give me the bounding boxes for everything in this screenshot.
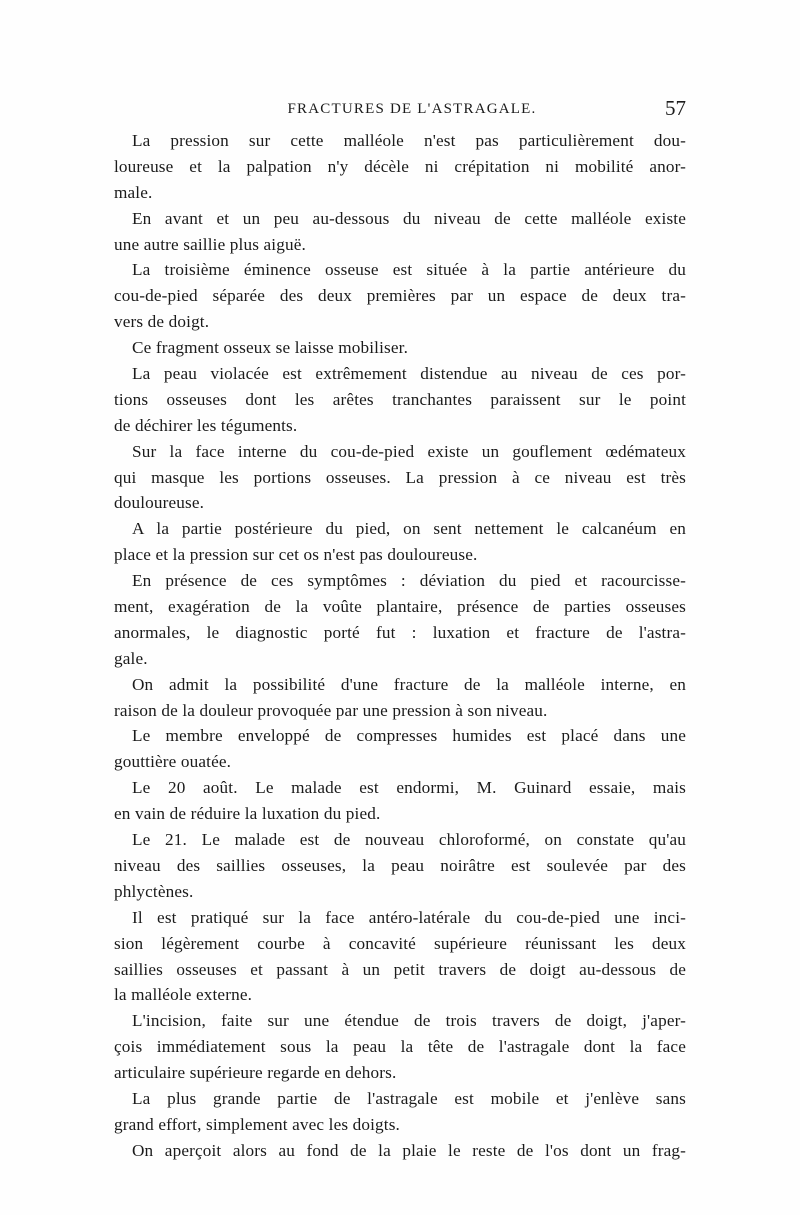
- text-line: La troisième éminence osseuse est située à la partie antérieure du: [132, 260, 686, 280]
- text-line: Sur la face interne du cou-de-pied existe un gouflement œdémateux: [132, 441, 686, 461]
- text-line: articulaire supérieure regarde en dehors.: [114, 1063, 397, 1083]
- text-line: çois immédiatement sous la peau la tête de l'astragale dont la face: [114, 1037, 686, 1057]
- text-line: En présence de ces symptômes : déviation du pied et racourcisse-: [132, 571, 686, 591]
- text-line: loureuse et la palpation n'y décèle ni crépitation ni mobilité anor-: [114, 156, 686, 176]
- text-line: raison de la douleur provoquée par une pression à son niveau.: [114, 700, 548, 720]
- text-line: Le 20 août. Le malade est endormi, M. Guinard essaie, mais: [132, 778, 686, 798]
- text-line: de déchirer les téguments.: [114, 415, 298, 435]
- text-line: vers de doigt.: [114, 312, 210, 332]
- text-line: gouttière ouatée.: [114, 752, 232, 772]
- text-line: La pression sur cette malléole n'est pas particulièrement dou-: [132, 131, 686, 150]
- text-line: Ce fragment osseux se laisse mobiliser.: [132, 338, 409, 358]
- text-line: sion légèrement courbe à concavité supérieure réunissant les deux: [114, 933, 686, 953]
- page-header: [114, 98, 686, 124]
- text-line: place et la pression sur cet os n'est pas douloureuse.: [114, 545, 478, 565]
- text-line: A la partie postérieure du pied, on sent nettement le calcanéum en: [132, 519, 686, 539]
- text-line: ment, exagération de la voûte plantaire, présence de parties osseuses: [114, 597, 686, 617]
- text-line: gale.: [114, 648, 148, 668]
- page-number: 57: [665, 96, 686, 120]
- text-line: La peau violacée est extrêmement distendue au niveau de ces por-: [132, 364, 686, 384]
- text-line: anormales, le diagnostic porté fut : luxation et fracture de l'astra-: [114, 622, 686, 642]
- text-line: L'incision, faite sur une étendue de trois travers de doigt, j'aper-: [132, 1011, 686, 1031]
- text-line: Le membre enveloppé de compresses humides est placé dans une: [132, 726, 686, 746]
- text-line: On aperçoit alors au fond de la plaie le reste de l'os dont un frag-: [132, 1140, 686, 1160]
- text-line: On admit la possibilité d'une fracture de la malléole interne, en: [132, 674, 686, 694]
- text-line: la malléole externe.: [114, 985, 253, 1005]
- text-line: niveau des saillies osseuses, la peau noirâtre est soulevée par des: [114, 855, 686, 875]
- running-head: FRACTURES DE L'ASTRAGALE.: [287, 101, 537, 117]
- body-text: [114, 128, 686, 1164]
- text-line: grand effort, simplement avec les doigts.: [114, 1114, 401, 1134]
- text-line: douloureuse.: [114, 493, 205, 513]
- text-line: tions osseuses dont les arêtes tranchantes paraissent sur le point: [114, 389, 686, 409]
- text-line: Il est pratiqué sur la face antéro-latérale du cou-de-pied une inci-: [132, 907, 686, 927]
- text-line: En avant et un peu au-dessous du niveau de cette malléole existe: [132, 208, 686, 228]
- text-line: qui masque les portions osseuses. La pression à ce niveau est très: [114, 467, 686, 487]
- text-line: en vain de réduire la luxation du pied.: [114, 804, 381, 824]
- text-line: Le 21. Le malade est de nouveau chloroformé, on constate qu'au: [132, 830, 686, 850]
- text-line: une autre saillie plus aiguë.: [114, 234, 306, 254]
- text-line: male.: [114, 182, 153, 202]
- text-line: La plus grande partie de l'astragale est mobile et j'enlève sans: [132, 1088, 686, 1108]
- text-line: phlyctènes.: [114, 881, 194, 901]
- text-line: saillies osseuses et passant à un petit travers de doigt au-dessous de: [114, 959, 686, 979]
- text-line: cou-de-pied séparée des deux premières par un espace de deux tra-: [114, 286, 686, 306]
